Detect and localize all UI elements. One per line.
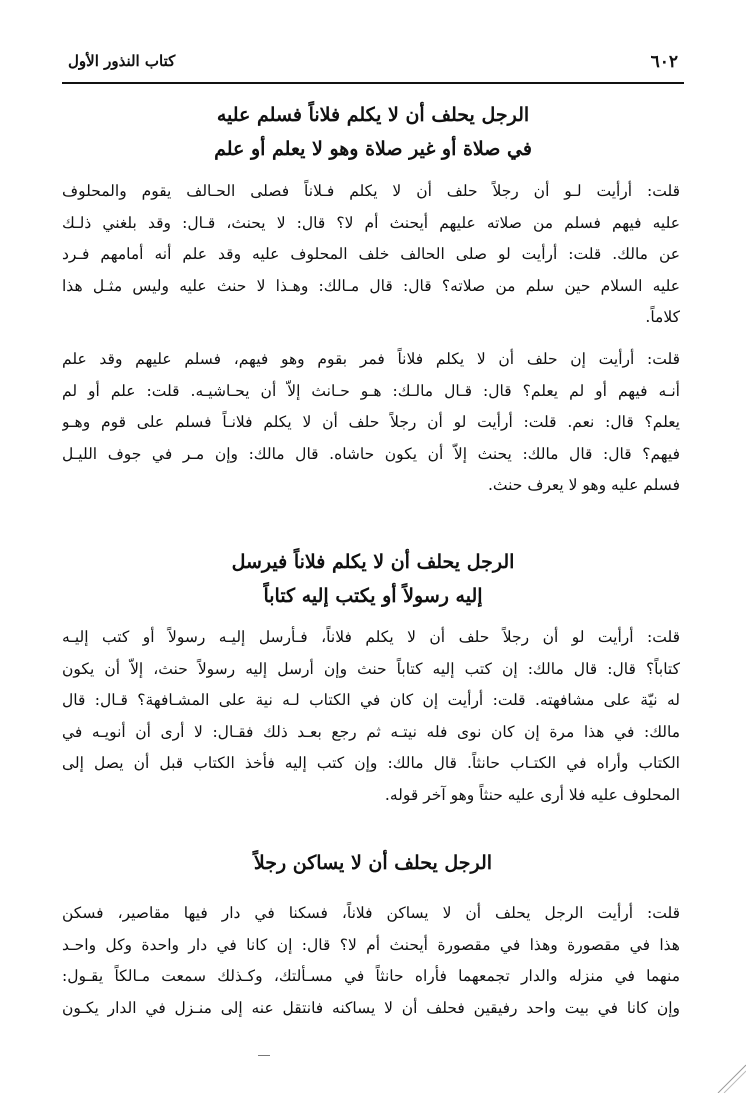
text-line: فسلم عليه وهو لا يعرف حنث. [487, 476, 680, 494]
text-line: فيهم؟ قال: قال مالك: يحنث إلاّ أن يكون حاشاه. قال مالك: وإن مـر في جوف الليـل [62, 444, 680, 463]
page-header [68, 52, 678, 80]
text-line: عن مالك. قلت: أرأيت لو صلى الحالف خلف المحلوف عليه وقد علم أنه أمامهم فـرد [62, 245, 680, 263]
text-line: أنـه فيهم أو لم يعلم؟ قال: قـال مالـك: هـو حـانث إلاّ أن يحـاشيـه. قلت: علم أو لم [62, 381, 680, 400]
text-line: قلت: أرأيت الرجل يحلف أن لا يساكن فلاناً، فسكنا في دار فيها مقاصير، فسكن [62, 904, 680, 922]
text-line: يعلم؟ قال: نعم. قلت: أرأيت لو أن رجلاً حلف أن لا يكلم فلانـاً فسلم على قوم وهـو [62, 413, 680, 431]
header-divider [62, 82, 684, 84]
page-number: ٦٠٢ [650, 52, 678, 72]
text-line: المحلوف عليه فلا أرى عليه حنثاً وهو آخر قوله. [384, 785, 680, 804]
text-line: عليه فيهم فسلم من صلاته عليهم أيحنث أم لا؟ قال: لا يحنث، قـال: وقد بلغني ذلـك [62, 213, 680, 232]
section-heading [60, 98, 686, 166]
text-line: عليه السلام حين سلم من صلاته؟ قال: قال مـالك: وهـذا لا حنث عليه وليس مثـل هذا [62, 276, 680, 295]
text-line: كلاماً. [645, 308, 680, 326]
paragraph [62, 344, 680, 502]
paragraph [62, 176, 680, 334]
section-heading [60, 545, 686, 613]
running-title: كتاب النذور الأول [68, 52, 176, 70]
heading-line: الرجل يحلف أن لا يكلم فلاناً فيرسل [231, 551, 515, 573]
section-heading [60, 846, 686, 880]
text-line: له نيّة على مشافهته. قلت: أرأيت إن كان في الكتاب لـه نية على المشـافهة؟ قـال: قال [62, 691, 680, 709]
heading-line: في صلاة أو غير صلاة وهو لا يعلم أو علم [214, 138, 532, 160]
heading-line: الرجل يحلف أن لا يساكن رجلاً [253, 852, 493, 874]
text-line: الكتاب وأراه في الكتـاب حانثاً. قال مالك: وإن كتب إليه فأخذ الكتاب قبل أن يصل إلى [62, 754, 680, 772]
heading-line: الرجل يحلف أن لا يكلم فلاناً فسلم عليه [216, 104, 530, 126]
heading-line: إليه رسولاً أو يكتب إليه كتاباً [263, 585, 483, 607]
footer-mark [258, 1055, 270, 1056]
paragraph [62, 622, 680, 811]
text-line: منهما في منزله والدار تجمعهما فأراه حانثاً في مسـألتك، وكـذلك سمعت مـالكاً يقـول: [62, 967, 680, 985]
scan-edge-mark [706, 1053, 746, 1093]
text-line: كتاباً؟ قال: قال مالك: إن كتب إليه كتاباً حنث وإن أرسل إليه رسولاً حنث، إلاّ أن يكون [62, 659, 680, 678]
text-line: هذا في مقصورة وهذا في مقصورة أيحنث أم لا؟ قال: إن كانا في دار واحدة وكل واحـد [62, 935, 680, 954]
paragraph [62, 898, 680, 1024]
text-line: وإن كانا في بيت واحد رفيقين فحلف أن لا يساكنه فانتقل عنه إلى منـزل في الدار يكـون [62, 998, 680, 1017]
text-line: مالك: في هذا مرة إن كان نوى فله نيتـه ثم رجع بعـد ذلك فقـال: لا أرى أن أنويـه في [62, 722, 680, 741]
text-line: قلت: أرأيت لـو أن رجلاً حلف أن لا يكلم فـلاناً فصلى الحـالف يقوم والمحلوف [62, 182, 680, 200]
text-line: قلت: أرأيت إن حلف أن لا يكلم فلاناً فمر بقوم وهو فيهم، فسلم عليهم وقد علم [62, 350, 680, 368]
text-line: قلت: أرأيت لو أن رجلاً حلف أن لا يكلم فلاناً، فـأرسل إليـه رسولاً أو كتب إليـه [62, 628, 680, 646]
